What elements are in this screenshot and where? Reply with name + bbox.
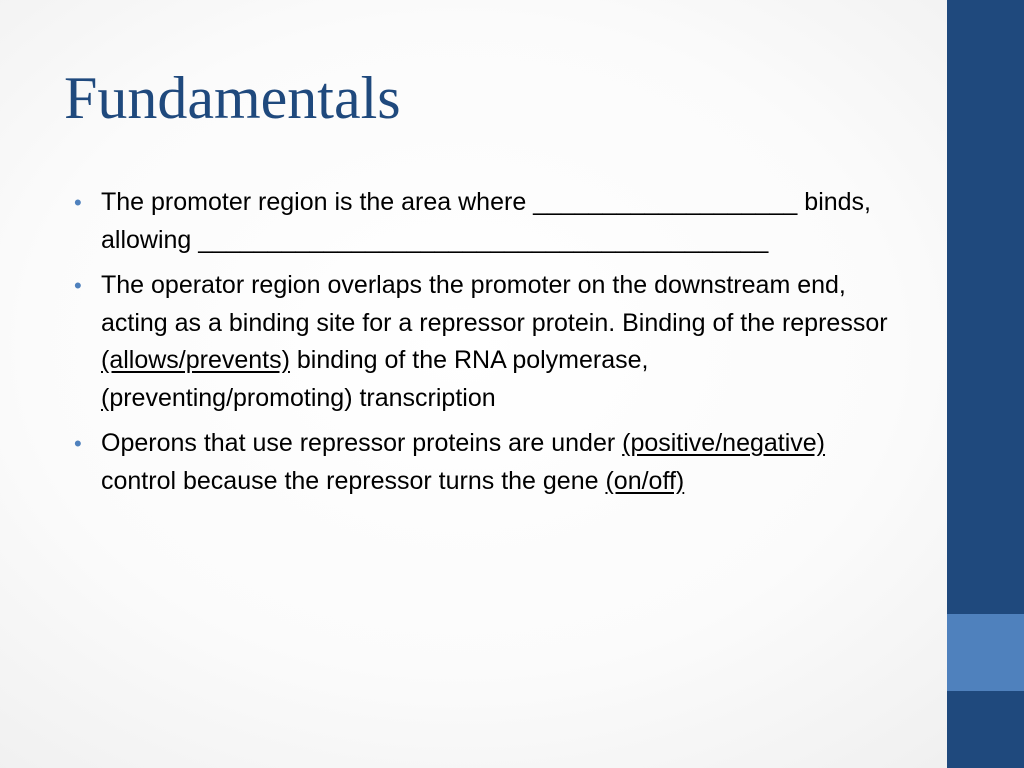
- bullet-item-operons: [74, 425, 904, 500]
- bullet-icon: •: [74, 273, 82, 298]
- bullet-icon: •: [74, 431, 82, 456]
- bullet-text: control because the repressor turns the gene: [101, 466, 606, 495]
- right-accent-bar: [947, 0, 1024, 768]
- right-accent-square: [947, 614, 1024, 691]
- choice-allows-prevents: (allows/prevents): [101, 346, 290, 374]
- bullet-text: Operons that use repressor proteins are under: [101, 429, 623, 457]
- choice-positive-negative: (positive/negative): [622, 429, 826, 457]
- bullet-icon: •: [74, 190, 82, 215]
- bullet-text: preventing/promoting) transcription: [109, 383, 496, 412]
- bullet-text: binding of the RNA polymerase,: [289, 346, 649, 374]
- bullet-item-promoter: [74, 184, 904, 259]
- slide-title: Fundamentals: [64, 65, 401, 131]
- choice-open-paren: (: [101, 383, 110, 412]
- choice-on-off: (on/off): [605, 466, 685, 495]
- bullet-text: The operator region overlaps the promoter on the downstream end, acting as a binding site for a repressor protein. Binding of the repressor: [101, 271, 888, 337]
- bullet-text: The promoter region is the area where ___________________ binds, allowing _________________________________________: [101, 188, 871, 254]
- bullet-list: [74, 184, 904, 508]
- bullet-item-operator: [74, 267, 904, 417]
